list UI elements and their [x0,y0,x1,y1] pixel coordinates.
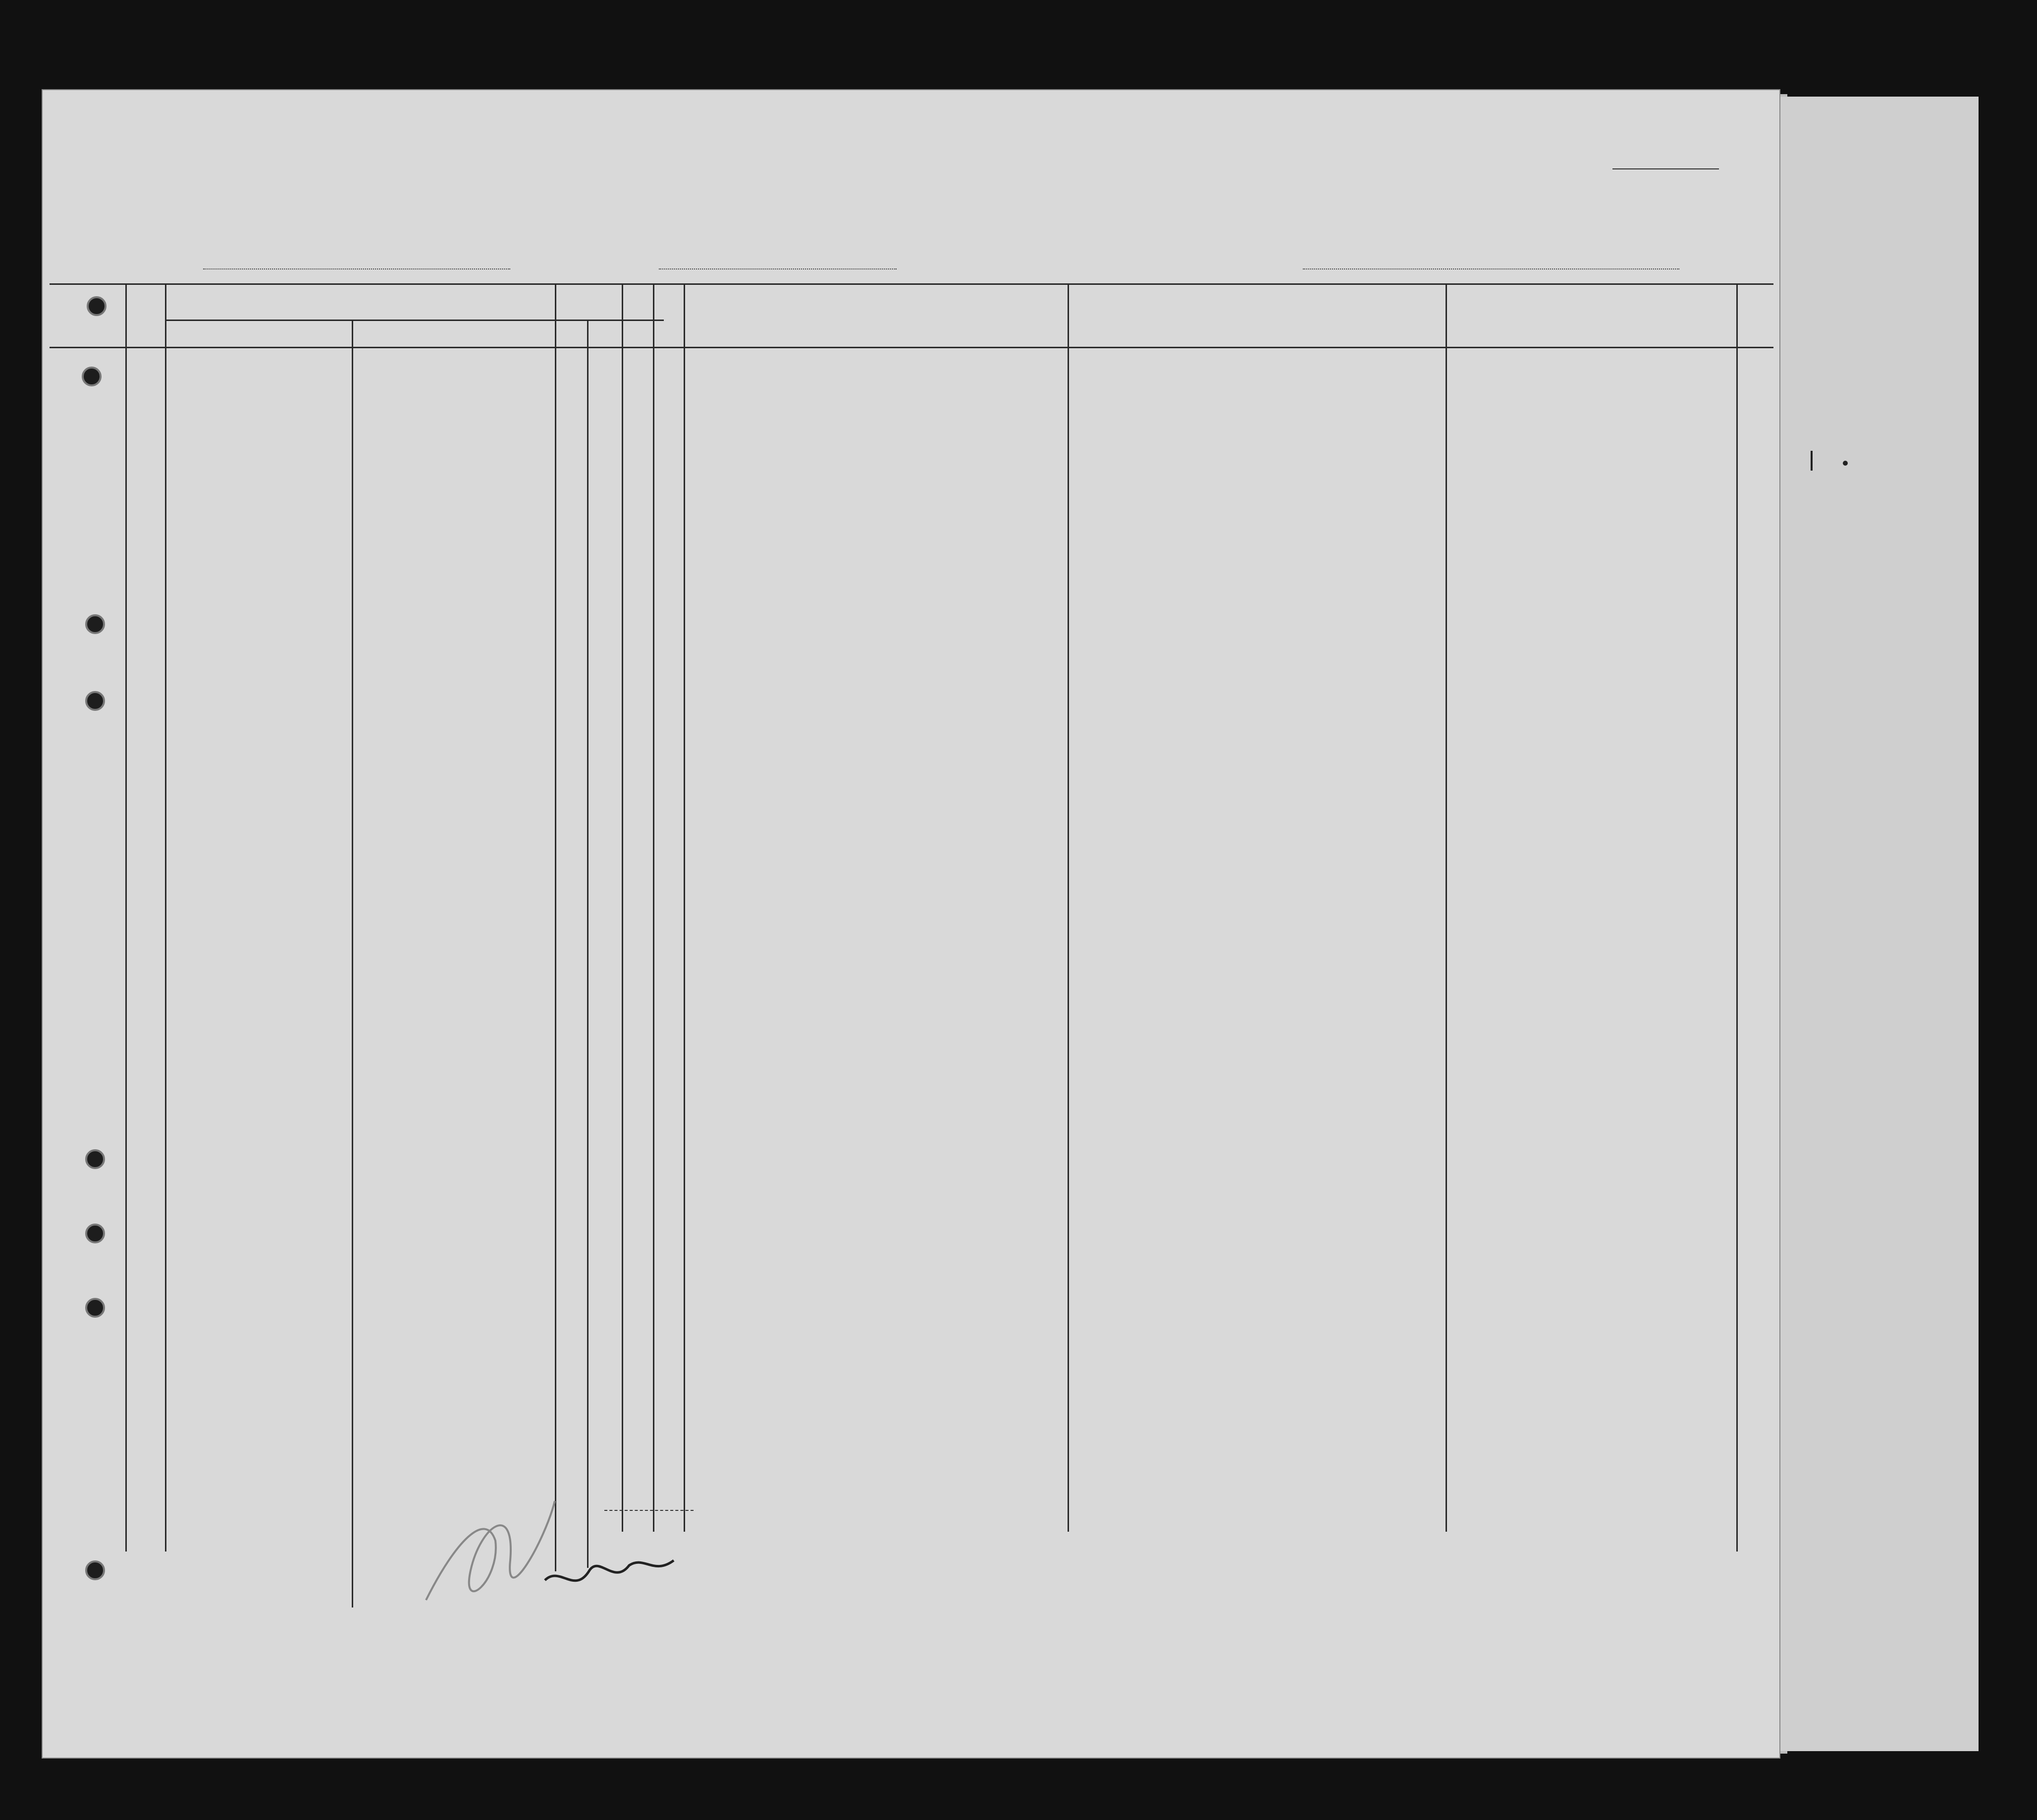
binder-hole [85,1224,105,1243]
col-divider [622,283,623,1532]
binder-hole [85,614,105,634]
purser-signature [396,1481,743,1630]
adjacent-page-stub [1780,97,1979,1751]
col-divider [653,283,654,1532]
col-divider [125,283,127,1552]
table-top-border [50,283,1773,285]
binder-hole [87,296,107,316]
binder-hole [85,1560,105,1580]
stub-mark [1843,461,1848,466]
col-divider [684,283,685,1532]
table-header-bottom [50,347,1773,348]
binder-hole [82,367,102,386]
manifest-sheet [42,89,1780,1759]
binder-hole [85,1149,105,1169]
from-dots [659,268,897,269]
ss-dots [203,268,510,269]
col-divider [555,283,556,1571]
col-divider [587,320,589,1568]
to-dots [1303,268,1679,269]
binder-hole [85,1298,105,1318]
col-divider [352,320,353,1607]
col-divider [165,283,166,1552]
number-underline [1612,168,1719,169]
col-divider [1446,283,1447,1532]
binder-hole [85,691,105,711]
col-divider [1736,283,1738,1552]
col-divider [1068,283,1069,1532]
stub-mark [1811,451,1822,471]
